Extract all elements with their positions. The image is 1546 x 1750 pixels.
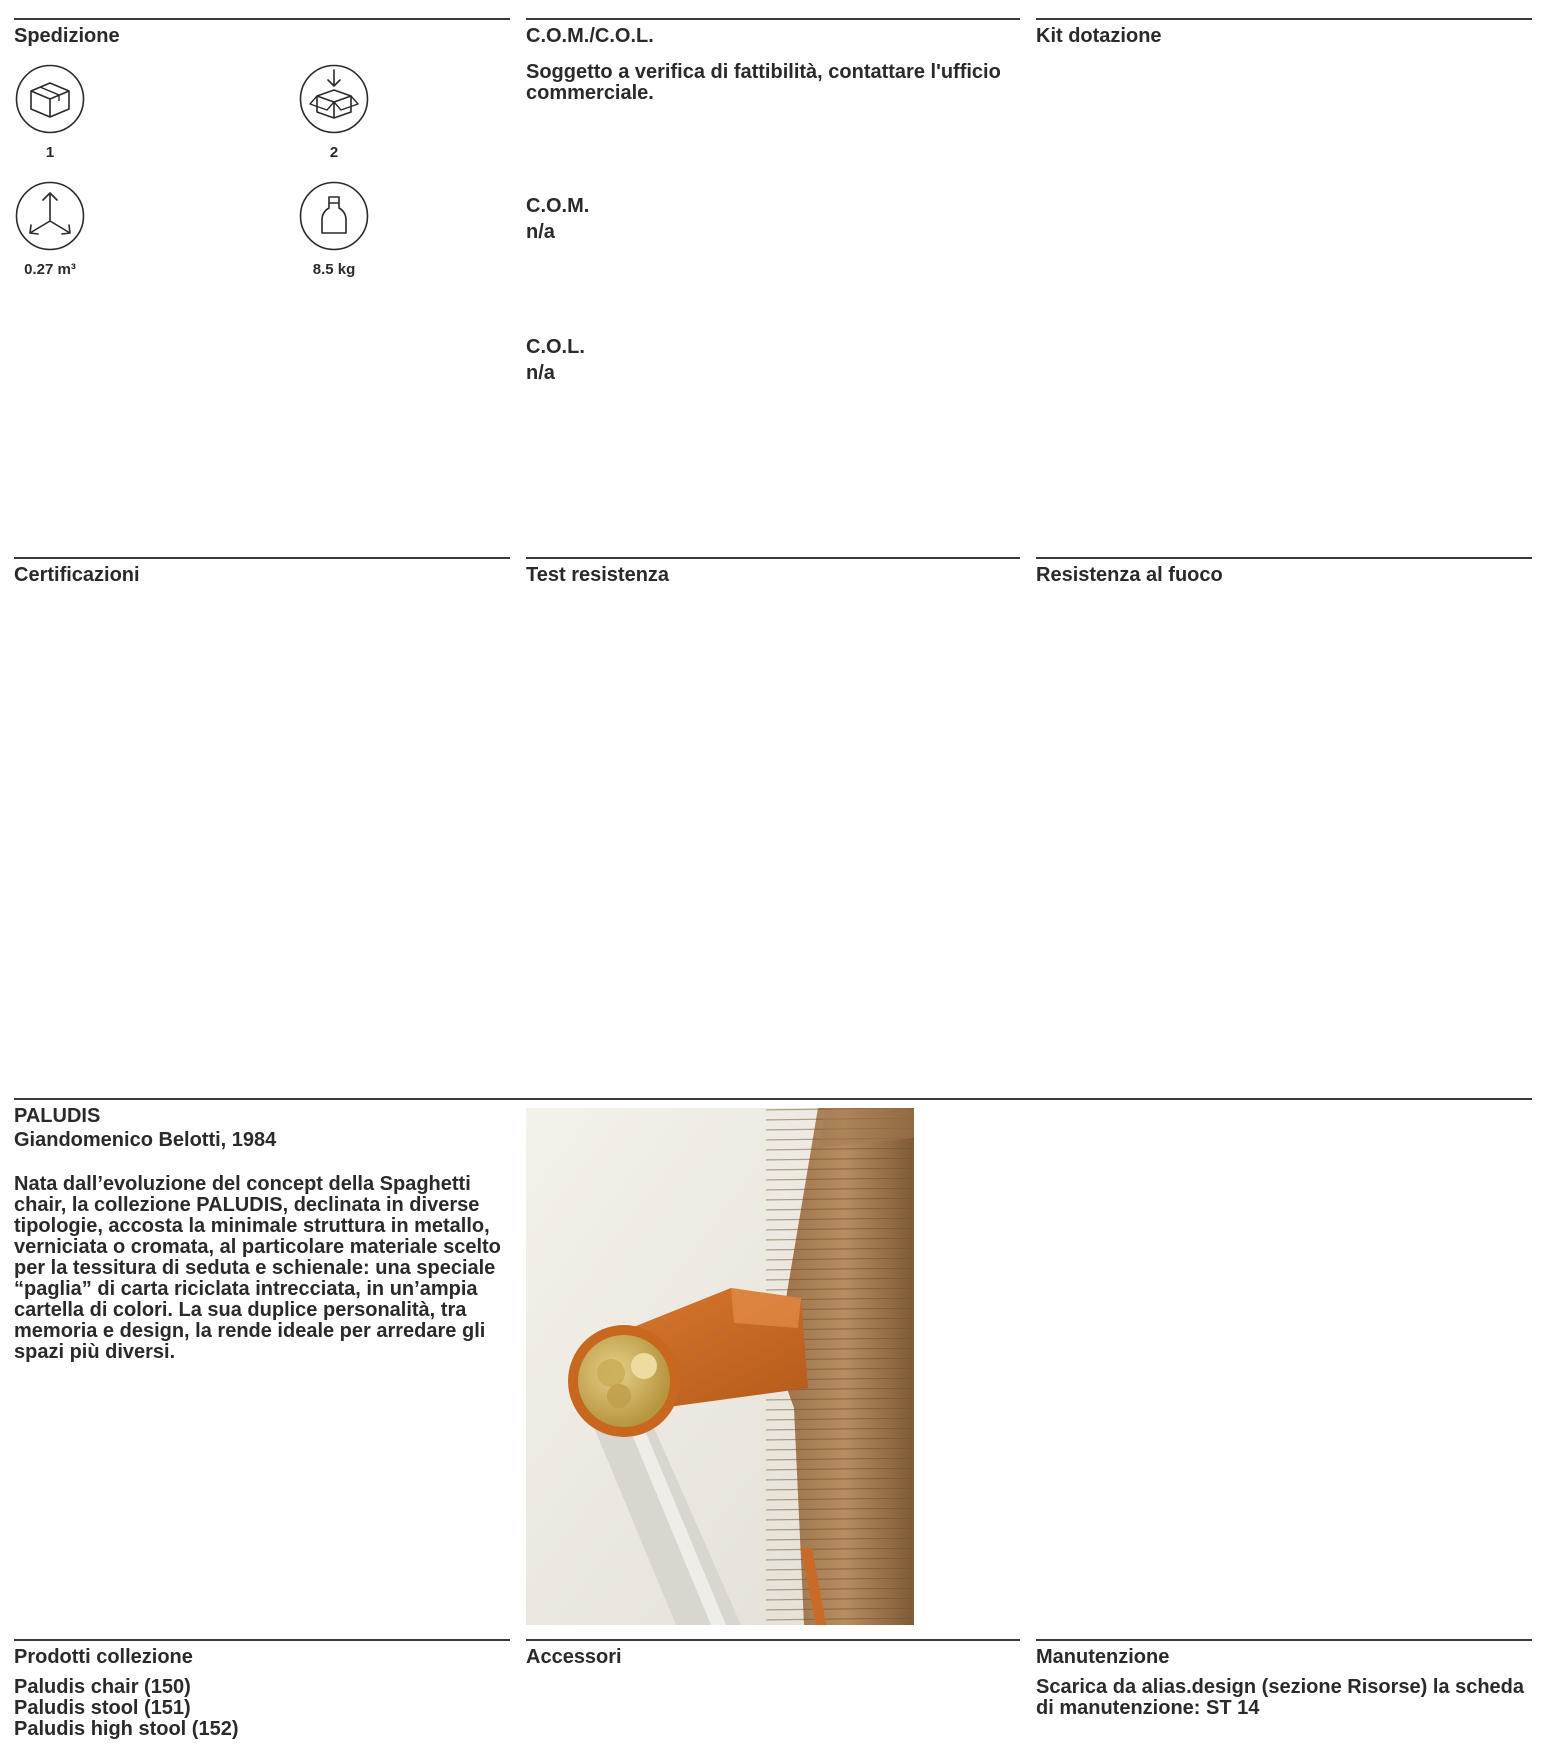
section-rule <box>14 1639 510 1641</box>
volume-arrows-icon <box>15 181 85 251</box>
product-photo <box>526 1108 914 1625</box>
collection-item[interactable]: Paludis high stool (152) <box>14 1718 239 1740</box>
col-value: n/a <box>526 362 555 384</box>
section-rule <box>14 18 510 20</box>
maintenance-text: Scarica da alias.design (sezione Risorse) la scheda di manutenzione: ST 14 <box>1036 1676 1524 1719</box>
com-col-note: Soggetto a verifica di fattibilità, contattare l'ufficio commerciale. <box>526 61 1001 104</box>
kit-title: Kit dotazione <box>1036 25 1162 47</box>
com-value: n/a <box>526 221 555 243</box>
shipping-title: Spedizione <box>14 25 120 47</box>
package-box-icon <box>15 64 85 134</box>
section-rule <box>1036 557 1532 559</box>
weight-value: 8.5 kg <box>312 261 356 278</box>
product-description: Nata dall’evoluzione del concept della Spaghetti chair, la collezione PALUDIS, declinata in diverse tipologie, accosta la minimale struttura in metallo, verniciata o cromata, al particolare materiale scelto per la tessitura di seduta e schienale: una speciale “paglia” di carta riciclata intrecciata, in un’ampia cartella di colori. La sua duplice personalità, tra memoria e design, la rende ideale per arredare gli spazi più diversi. <box>14 1173 501 1363</box>
product-designer: Giandomenico Belotti, 1984 <box>14 1129 277 1151</box>
section-rule <box>526 1639 1020 1641</box>
collection-item[interactable]: Paludis stool (151) <box>14 1697 191 1719</box>
assembly-box-icon <box>299 64 369 134</box>
col-label: C.O.L. <box>526 336 585 358</box>
section-rule <box>14 1098 1532 1100</box>
section-rule <box>1036 18 1532 20</box>
fire-resistance-title: Resistenza al fuoco <box>1036 564 1223 586</box>
accessories-title: Accessori <box>526 1646 622 1668</box>
packages-count: 1 <box>45 144 55 161</box>
section-rule <box>1036 1639 1532 1641</box>
collection-title: Prodotti collezione <box>14 1646 193 1668</box>
product-name: PALUDIS <box>14 1105 101 1127</box>
section-rule <box>14 557 510 559</box>
collection-item[interactable]: Paludis chair (150) <box>14 1676 191 1698</box>
volume-value: 0.27 m³ <box>24 261 76 278</box>
assembly-packages-count: 2 <box>329 144 339 161</box>
resistance-test-title: Test resistenza <box>526 564 670 586</box>
maintenance-title: Manutenzione <box>1036 1646 1170 1668</box>
com-label: C.O.M. <box>526 195 590 217</box>
section-rule <box>526 18 1020 20</box>
section-rule <box>526 557 1020 559</box>
com-col-title: C.O.M./C.O.L. <box>526 25 654 47</box>
certifications-title: Certificazioni <box>14 564 140 586</box>
weight-icon <box>299 181 369 251</box>
